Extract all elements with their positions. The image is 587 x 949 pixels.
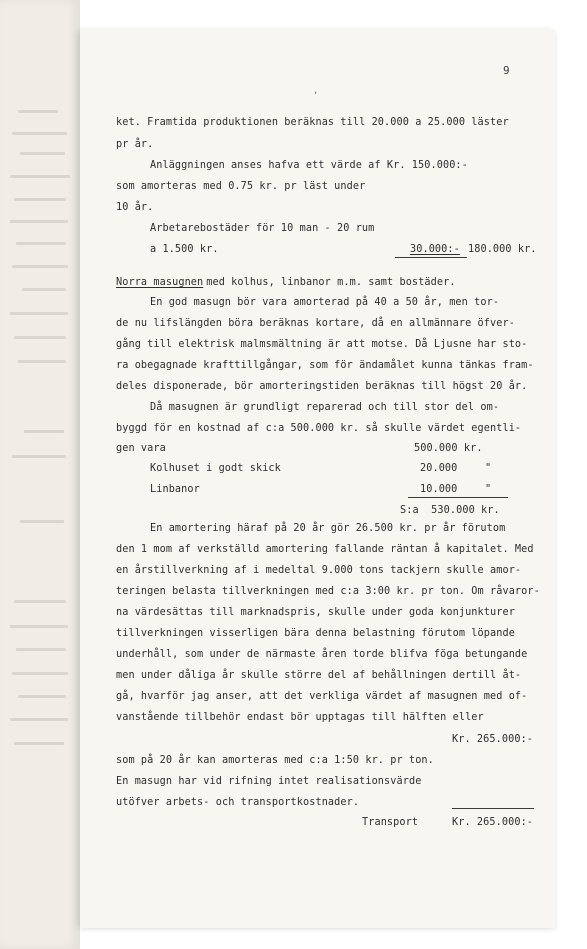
- text-line: tillverkningen visserligen bära denna belastning förutom löpande: [116, 628, 515, 639]
- bleed-through-line: [12, 672, 68, 675]
- transport-amount: Kr. 265.000:-: [452, 817, 534, 828]
- text-line: byggd för en kostnad af c:a 500.000 kr. så skulle värdet egentli-: [116, 423, 522, 434]
- text-line: men under dåliga år skulle större del af behållningen dertill åt-: [116, 670, 522, 681]
- text-line: gen vara: [116, 443, 166, 454]
- bleed-through-line: [10, 625, 68, 628]
- text-line: deles disponerade, bör amorteringstiden beräknas till högst 20 år.: [116, 381, 528, 392]
- bleed-through-line: [20, 520, 64, 523]
- bleed-through-line: [14, 600, 66, 603]
- page-number: 9: [503, 64, 510, 77]
- bleed-through-line: [24, 430, 64, 433]
- text-line: som amorteras med 0.75 kr. pr läst under: [116, 181, 366, 192]
- bleed-through-line: [10, 175, 70, 178]
- bleed-through-line: [16, 242, 66, 245]
- amount-value: 30.000:-: [410, 244, 460, 255]
- text-line: underhåll, som under de närmaste åren torde blifva föga betungande: [116, 649, 528, 660]
- bleed-through-line: [10, 312, 68, 315]
- text-line: Då masugnen är grundligt reparerad och till stor del om-: [150, 402, 500, 413]
- underline-rule: [395, 257, 467, 258]
- text-line: den 1 mom af verkställd amortering fallande räntan å kapitalet. Med: [116, 544, 534, 555]
- text-line: En god masugn bör vara amorterad på 40 a 50 år, men tor-: [150, 297, 500, 308]
- amount-value: Kr. 265.000:-: [452, 734, 534, 745]
- bleed-through-line: [18, 110, 58, 113]
- text-line: Arbetarebostäder för 10 man - 20 rum: [150, 223, 375, 234]
- text-line: pr år.: [116, 139, 154, 150]
- sum-line: S:a 530.000 kr.: [400, 505, 500, 516]
- previous-page-edge: [0, 0, 80, 949]
- bleed-through-line: [16, 648, 66, 651]
- bleed-through-line: [20, 152, 65, 155]
- amount-value: 10.000: [420, 484, 458, 495]
- text-line: ket. Framtida produktionen beräknas till 20.000 a 25.000 läster: [116, 117, 509, 128]
- item-label: Linbanor: [150, 484, 200, 495]
- text-line: som på 20 år kan amorteras med c:a 1:50 kr. pr ton.: [116, 755, 434, 766]
- text-line: vanstående tillbehör endast bör upptagas till hälften eller: [116, 712, 484, 723]
- bleed-through-line: [12, 132, 67, 135]
- total-value: 180.000 kr.: [468, 244, 537, 255]
- text-line: gå, hvarför jag anser, att det verkliga värdet af masugnen med of-: [116, 691, 528, 702]
- amount-value: 20.000: [420, 463, 458, 474]
- text-line: 10 år.: [116, 202, 154, 213]
- text-line: med kolhus, linbanor m.m. samt bostäder.: [200, 277, 456, 288]
- text-line: utöfver arbets- och transportkostnader.: [116, 797, 360, 808]
- section-heading: Norra masugnen: [116, 277, 204, 288]
- bleed-through-line: [12, 265, 68, 268]
- bleed-through-line: [12, 455, 66, 458]
- text-line: ra obegagnade krafttillgångar, som för ändamålet kunna tänkas fram-: [116, 360, 534, 371]
- text-line: en årstillverkning af i medeltal 9.000 tons tackjern skulle amor-: [116, 565, 522, 576]
- ditto-mark: ": [485, 484, 492, 495]
- transport-label: Transport: [362, 817, 419, 828]
- transport-rule: [452, 808, 534, 809]
- pen-mark: ': [313, 91, 319, 101]
- bleed-through-line: [18, 360, 66, 363]
- text-line: de nu lifslängden böra beräknas kortare, då en allmännare öfver-: [116, 318, 515, 329]
- item-label: Kolhuset i godt skick: [150, 463, 281, 474]
- text-line: teringen belasta tillverkningen med c:a 3:00 kr. pr ton. Om råvaror-: [116, 586, 540, 597]
- bleed-through-line: [10, 718, 68, 721]
- text-line: En amortering häraf på 20 år gör 26.500 kr. pr år förutom: [150, 523, 506, 534]
- text-line: na värdesättas till marknadspris, skulle under goda konjunkturer: [116, 607, 515, 618]
- bleed-through-line: [14, 742, 64, 745]
- bleed-through-line: [18, 695, 66, 698]
- text-line: En masugn har vid rifning intet realisationsvärde: [116, 776, 422, 787]
- text-line: a 1.500 kr.: [150, 244, 219, 255]
- bleed-through-line: [14, 336, 66, 339]
- amount-value: 500.000 kr.: [414, 443, 483, 454]
- ditto-mark: ": [485, 463, 492, 474]
- bleed-through-line: [10, 220, 68, 223]
- bleed-through-line: [14, 198, 66, 201]
- sum-rule: [408, 497, 508, 498]
- bleed-through-line: [22, 288, 66, 291]
- text-line: gång till elektrisk malmsmältning är att motse. Då Ljusne har sto-: [116, 339, 528, 350]
- text-line: Anläggningen anses hafva ett värde af Kr. 150.000:-: [150, 160, 468, 171]
